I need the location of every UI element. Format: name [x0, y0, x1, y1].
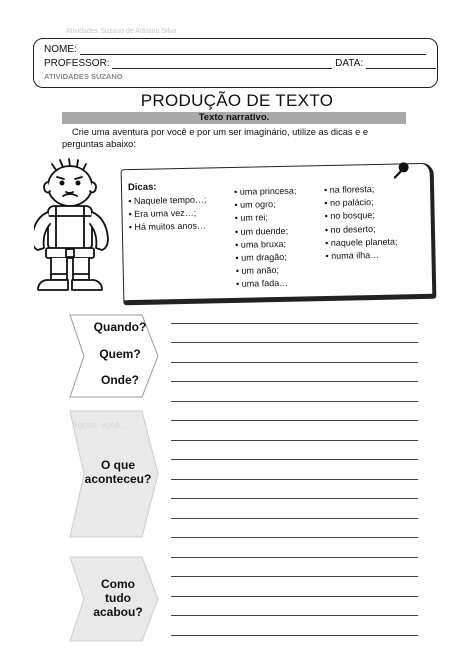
list-item: • uma princesa;	[234, 185, 296, 199]
list-item: • Naquele tempo…;	[128, 194, 206, 209]
cue-line: O que	[100, 458, 135, 472]
list-item: • numa ilha…	[325, 248, 397, 263]
writing-line[interactable]	[171, 440, 418, 441]
student-info-box	[33, 38, 438, 88]
writing-line[interactable]	[171, 420, 418, 421]
cue-how-ended	[80, 577, 156, 623]
cue-line: Onde?	[101, 373, 139, 387]
cue-line: Quando?	[93, 320, 147, 334]
list-item: • no deserto;	[325, 222, 397, 237]
writing-line[interactable]	[171, 362, 418, 363]
list-item: • uma fada…	[236, 277, 298, 291]
writing-line[interactable]	[171, 615, 418, 616]
writing-line[interactable]	[171, 401, 418, 402]
list-item: • naquele planeta;	[325, 235, 397, 250]
cue-line: tudo	[105, 591, 131, 605]
cue-line: aconteceu?	[84, 472, 152, 486]
writing-line[interactable]	[171, 518, 418, 519]
list-item: • na floresta;	[324, 183, 396, 198]
date-field[interactable]	[366, 59, 436, 69]
cue-line: Como	[101, 577, 135, 591]
microphone-icon	[391, 160, 411, 180]
writing-line[interactable]	[171, 479, 418, 480]
tips-title: Dicas:	[127, 181, 157, 194]
writing-line[interactable]	[171, 576, 418, 577]
writing-line[interactable]	[171, 342, 418, 343]
tips-characters-list	[234, 185, 298, 292]
teacher-field[interactable]	[112, 59, 332, 69]
faded-text: Agora, você…	[72, 420, 130, 430]
name-row	[44, 44, 426, 55]
writing-line[interactable]	[171, 635, 418, 636]
writing-line[interactable]	[171, 323, 418, 324]
list-item: • no bosque;	[325, 209, 397, 224]
cue-line: Quem?	[99, 347, 141, 361]
writing-line[interactable]	[171, 498, 418, 499]
list-item: • Era uma vez…;	[128, 207, 206, 222]
list-item: • um anão;	[236, 264, 298, 278]
instructions-text: Crie uma aventura por você e por um ser imaginário, utilize as dicas e e perguntas abaixo:	[62, 127, 369, 149]
list-item: • um rei;	[235, 211, 297, 225]
writing-line[interactable]	[171, 381, 418, 382]
instructions	[62, 126, 410, 150]
writing-line[interactable]	[171, 557, 418, 558]
page-title: PRODUÇÃO DE TEXTO	[140, 91, 334, 110]
list-item: • no palácio;	[324, 196, 396, 211]
list-item: • uma bruxa;	[235, 237, 297, 251]
writing-line[interactable]	[171, 596, 418, 597]
cue-when-who-where	[80, 320, 160, 394]
writing-line[interactable]	[171, 459, 418, 460]
tips-card	[121, 163, 437, 306]
list-item: • um dragão;	[235, 251, 297, 265]
cue-what-happened	[80, 458, 156, 490]
name-field[interactable]	[80, 45, 426, 55]
school-name: ATIVIDADES SUZANO	[44, 72, 123, 81]
watermark: Atividades Suzano de Adriana Silva	[66, 28, 177, 35]
list-item: • um ogro;	[234, 198, 296, 212]
date-label: DATA:	[335, 58, 364, 69]
list-item: • Há muitos anos…	[129, 220, 207, 235]
teacher-row	[44, 58, 436, 69]
name-label: NOME:	[44, 44, 77, 55]
tips-openings-list	[128, 194, 207, 235]
writing-line[interactable]	[171, 537, 418, 538]
tips-places-list	[324, 183, 398, 264]
list-item: • um duende;	[235, 224, 297, 238]
subtitle-bar: Texto narrativo.	[62, 112, 406, 124]
cue-line: acabou?	[93, 605, 143, 619]
teacher-label: PROFESSOR:	[44, 58, 110, 69]
